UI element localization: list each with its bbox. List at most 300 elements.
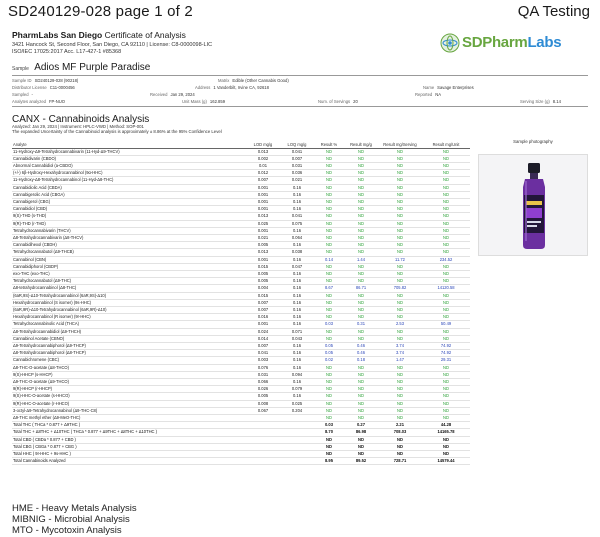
cell-analyte: Cannabidiphorol (CBDP) bbox=[12, 263, 246, 270]
cell-serving: ND bbox=[378, 436, 422, 443]
cell-lod: 0.002 bbox=[246, 155, 280, 162]
cell-mgg: ND bbox=[344, 306, 378, 313]
cell-mgg: ND bbox=[344, 242, 378, 249]
table-row bbox=[12, 220, 470, 227]
cell-mgg: ND bbox=[344, 162, 378, 169]
cell-loq: 0.16 bbox=[280, 285, 314, 292]
cell-serving: ND bbox=[378, 371, 422, 378]
cell-analyte: 9(R)-HHC-O-acetate (r-HHCO) bbox=[12, 400, 246, 407]
lab-address-line2: ISO/IEC 17025:2017 Acc. L17-427-1 #85368 bbox=[12, 49, 122, 55]
table-row bbox=[12, 242, 470, 249]
panel-mycotoxin: MTO - Mycotoxin Analysis bbox=[12, 525, 122, 536]
product-bottle-image bbox=[479, 155, 589, 257]
cell-analyte: exo-THC (exo-THC) bbox=[12, 270, 246, 277]
cell-pct: 8.95 bbox=[314, 458, 344, 465]
table-header-row bbox=[12, 137, 470, 148]
cell-lod bbox=[246, 415, 280, 422]
cell-lod: 0.031 bbox=[246, 371, 280, 378]
cell-pct: ND bbox=[314, 371, 344, 378]
meta-key: Reported bbox=[415, 92, 433, 97]
photo-label: Sample photography bbox=[513, 139, 553, 144]
cell-analyte: Δ9-Tetrahydrocannabiphorol (Δ9-THCP) bbox=[12, 342, 246, 349]
cell-pct: 0.03 bbox=[314, 321, 344, 328]
cell-mgg: 0.31 bbox=[344, 321, 378, 328]
meta-value: 8.14 bbox=[552, 99, 561, 104]
cell-pct: ND bbox=[314, 292, 344, 299]
cell-analyte: Tetrahydrocannabivarin (THCV) bbox=[12, 227, 246, 234]
cell-unit: ND bbox=[422, 415, 470, 422]
cell-pct: ND bbox=[314, 242, 344, 249]
section-subtitle bbox=[12, 124, 222, 134]
table-row bbox=[12, 256, 470, 263]
table-row bbox=[12, 206, 470, 213]
cell-serving: ND bbox=[378, 234, 422, 241]
cell-unit: ND bbox=[422, 393, 470, 400]
cell-lod: 0.003 bbox=[246, 357, 280, 364]
cell-lod: 0.001 bbox=[246, 321, 280, 328]
cell-mgg: ND bbox=[344, 263, 378, 270]
table-row bbox=[12, 278, 470, 285]
table-row bbox=[12, 342, 470, 349]
cell-unit: ND bbox=[422, 184, 470, 191]
table-row bbox=[12, 148, 470, 155]
cannabinoid-results-table bbox=[12, 137, 470, 465]
cell-mgg: ND bbox=[344, 379, 378, 386]
total-row bbox=[12, 451, 470, 458]
cell-pct: 0.02 bbox=[314, 357, 344, 364]
cell-loq: 0.038 bbox=[280, 249, 314, 256]
doc-type: Certificate of Analysis bbox=[104, 30, 186, 40]
cell-lod: 0.008 bbox=[246, 400, 280, 407]
meta-value: Edible (Other Cannabis Good) bbox=[232, 78, 289, 83]
meta-received bbox=[150, 92, 195, 97]
cell-lod: 0.067 bbox=[246, 407, 280, 414]
cell-pct: ND bbox=[314, 148, 344, 155]
logo-text-labs: Labs bbox=[527, 34, 562, 51]
meta-value: C11-0000456 bbox=[49, 85, 75, 90]
cell-unit: ND bbox=[422, 191, 470, 198]
cell-lod: 0.026 bbox=[246, 386, 280, 393]
cell-pct: ND bbox=[314, 386, 344, 393]
meta-key: Num. of Servings bbox=[318, 99, 351, 104]
cell-lod: 0.025 bbox=[246, 220, 280, 227]
cell-analyte: Tetrahydrocannabutol (Δ9-THCB) bbox=[12, 249, 246, 256]
cell-unit: ND bbox=[422, 227, 470, 234]
cell-loq: 0.021 bbox=[280, 177, 314, 184]
cell-unit: ND bbox=[422, 306, 470, 313]
cell-loq: 0.16 bbox=[280, 306, 314, 313]
table-row bbox=[12, 234, 470, 241]
cell-unit: ND bbox=[422, 328, 470, 335]
cell-loq bbox=[280, 415, 314, 422]
cell-loq: 0.16 bbox=[280, 321, 314, 328]
cell-analyte: Total Cannabinoids Analyzed bbox=[12, 458, 246, 465]
cell-serving: 3.74 bbox=[378, 342, 422, 349]
cell-lod: 0.016 bbox=[246, 314, 280, 321]
meta-key: Name bbox=[423, 85, 435, 90]
meta-value: 162.859 bbox=[209, 99, 226, 104]
cell-pct: ND bbox=[314, 314, 344, 321]
meta-key: Matrix bbox=[218, 78, 230, 83]
sample-name-line bbox=[12, 62, 150, 73]
table-row bbox=[12, 386, 470, 393]
cell-analyte: Total HHC ( 9r-HHC + 9s-HHC ) bbox=[12, 451, 246, 458]
cell-loq: 0.16 bbox=[280, 184, 314, 191]
cell-loq: 0.075 bbox=[280, 220, 314, 227]
cell-mgg: ND bbox=[344, 335, 378, 342]
cell-pct: ND bbox=[314, 299, 344, 306]
cell-pct: ND bbox=[314, 436, 344, 443]
table-row bbox=[12, 285, 470, 292]
cell-pct: 8.70 bbox=[314, 429, 344, 436]
cell-pct: ND bbox=[314, 234, 344, 241]
meta-matrix bbox=[218, 78, 289, 83]
cell-unit: ND bbox=[422, 162, 470, 169]
lab-heading bbox=[12, 30, 186, 40]
section-title: CANX - Cannabinoids Analysis bbox=[12, 114, 150, 125]
cell-serving: ND bbox=[378, 400, 422, 407]
cell-lod: 0.007 bbox=[246, 342, 280, 349]
lab-name: PharmLabs San Diego bbox=[12, 30, 103, 40]
cell-serving: ND bbox=[378, 198, 422, 205]
cell-pct: ND bbox=[314, 278, 344, 285]
cell-serving: 2.21 bbox=[378, 422, 422, 429]
cell-lod: 0.012 bbox=[246, 170, 280, 177]
cell-unit: ND bbox=[422, 299, 470, 306]
atom-logo-icon bbox=[440, 33, 460, 53]
cell-loq bbox=[280, 422, 314, 429]
cell-analyte: Δ8-Tetrahydrocannabidiol (Δ9-THCH) bbox=[12, 328, 246, 335]
cell-pct: ND bbox=[314, 213, 344, 220]
table-body bbox=[12, 148, 470, 465]
meta-value: FP-NUO bbox=[49, 99, 66, 104]
cell-unit: ND bbox=[422, 198, 470, 205]
cell-serving: ND bbox=[378, 364, 422, 371]
cell-lod: 0.01 bbox=[246, 162, 280, 169]
cell-lod bbox=[246, 422, 280, 429]
table-row bbox=[12, 335, 470, 342]
logo-text-sd: SDPharm bbox=[462, 34, 528, 51]
cell-pct: 0.03 bbox=[314, 422, 344, 429]
cell-loq bbox=[280, 429, 314, 436]
cell-pct: ND bbox=[314, 155, 344, 162]
cell-serving: ND bbox=[378, 170, 422, 177]
cell-unit: ND bbox=[422, 249, 470, 256]
cell-mgg: ND bbox=[344, 278, 378, 285]
cell-analyte: Total THC ( THCa * 0.877 + Δ9THC ) bbox=[12, 422, 246, 429]
cell-lod: 0.041 bbox=[246, 350, 280, 357]
col-header-result-unit: Result mg/Unit bbox=[422, 137, 470, 148]
cell-serving: ND bbox=[378, 299, 422, 306]
cell-mgg: 1.44 bbox=[344, 256, 378, 263]
cell-mgg: 89.52 bbox=[344, 458, 378, 465]
cell-unit: ND bbox=[422, 407, 470, 414]
cell-lod: 0.013 bbox=[246, 213, 280, 220]
meta-key: Analytes analyzed bbox=[12, 99, 46, 104]
cell-lod: 0.004 bbox=[246, 285, 280, 292]
cell-pct: ND bbox=[314, 170, 344, 177]
cell-loq: 0.16 bbox=[280, 314, 314, 321]
col-header-result-mgg: Result mg/g bbox=[344, 137, 378, 148]
cell-mgg: ND bbox=[344, 213, 378, 220]
meta-servings bbox=[318, 99, 358, 104]
cell-lod: 0.066 bbox=[246, 379, 280, 386]
cell-pct: ND bbox=[314, 184, 344, 191]
cell-serving: ND bbox=[378, 206, 422, 213]
cell-loq: 0.16 bbox=[280, 198, 314, 205]
cell-lod: 0.001 bbox=[246, 184, 280, 191]
cell-analyte: 9(S)-THD (s-THD) bbox=[12, 213, 246, 220]
cell-analyte: 11-Hydroxy-Δ9-Tetrahydrocannabivarin (11-Hyd-Δ9-THCV) bbox=[12, 148, 246, 155]
cell-pct: ND bbox=[314, 227, 344, 234]
meta-key: Sampled bbox=[12, 92, 29, 97]
cell-analyte: Tetrahydrocannabutol (Δ9-THC) bbox=[12, 278, 246, 285]
cell-analyte: (6aR,9R)-Δ10-Tetrahydrocannabinol (6aR,9R)-Δ10) bbox=[12, 306, 246, 313]
cell-serving: ND bbox=[378, 155, 422, 162]
cell-mgg: ND bbox=[344, 436, 378, 443]
cell-loq: 0.16 bbox=[280, 227, 314, 234]
cell-lod: 0.001 bbox=[246, 198, 280, 205]
cell-loq: 0.031 bbox=[280, 162, 314, 169]
meta-sample-id bbox=[12, 78, 78, 83]
cell-unit: ND bbox=[422, 206, 470, 213]
cell-mgg: ND bbox=[344, 400, 378, 407]
cell-loq: 0.064 bbox=[280, 234, 314, 241]
table-row bbox=[12, 328, 470, 335]
cell-loq: 0.16 bbox=[280, 270, 314, 277]
meta-key: Unit Mass (g) bbox=[182, 99, 207, 104]
cell-serving: ND bbox=[378, 220, 422, 227]
cell-serving: ND bbox=[378, 162, 422, 169]
cell-analyte: Total THC + Δ8THC + Δ10THC ( THCa * 0.877 + Δ9THC + Δ8THC + Δ10THC ) bbox=[12, 429, 246, 436]
cell-lod: 0.007 bbox=[246, 299, 280, 306]
cell-serving: ND bbox=[378, 213, 422, 220]
cell-loq: 0.043 bbox=[280, 335, 314, 342]
cell-pct: ND bbox=[314, 206, 344, 213]
cell-mgg: 0.18 bbox=[344, 357, 378, 364]
cell-mgg: 86.71 bbox=[344, 285, 378, 292]
cell-loq: 0.041 bbox=[280, 148, 314, 155]
cell-mgg: ND bbox=[344, 314, 378, 321]
cell-unit: 14579.44 bbox=[422, 458, 470, 465]
cell-serving: 1.47 bbox=[378, 357, 422, 364]
report-header bbox=[0, 0, 600, 28]
cell-loq: 0.094 bbox=[280, 371, 314, 378]
meta-value: Jan 29, 2024 bbox=[170, 92, 195, 97]
logo-wordmark bbox=[462, 34, 561, 51]
cell-unit: ND bbox=[422, 220, 470, 227]
cell-loq: 0.16 bbox=[280, 342, 314, 349]
cell-loq: 0.204 bbox=[280, 407, 314, 414]
cell-analyte: Cannabichromene (CBC) bbox=[12, 357, 246, 364]
cell-unit: ND bbox=[422, 270, 470, 277]
cell-analyte: Hexahydrocannabinol (R isomer) (9r-HHC) bbox=[12, 314, 246, 321]
panel-heavy-metals: HME - Heavy Metals Analysis bbox=[12, 503, 137, 514]
table-row bbox=[12, 249, 470, 256]
cell-unit: ND bbox=[422, 234, 470, 241]
cell-serving: 708.03 bbox=[378, 429, 422, 436]
cell-unit: ND bbox=[422, 400, 470, 407]
cell-analyte: Cannabigerolic Acid (CBGA) bbox=[12, 191, 246, 198]
cell-serving: ND bbox=[378, 314, 422, 321]
cell-mgg: 0.46 bbox=[344, 342, 378, 349]
meta-reported bbox=[415, 92, 441, 97]
cell-serving: ND bbox=[378, 306, 422, 313]
table-row bbox=[12, 357, 470, 364]
cell-serving: ND bbox=[378, 177, 422, 184]
cell-loq bbox=[280, 443, 314, 450]
col-header-result-pct: Result % bbox=[314, 137, 344, 148]
cell-loq: 0.16 bbox=[280, 191, 314, 198]
cell-lod bbox=[246, 458, 280, 465]
cell-lod bbox=[246, 429, 280, 436]
cell-serving: 728.71 bbox=[378, 458, 422, 465]
section-method-line: Analyzed: Jan 29, 2024 | Instrument: HPLC-VWD | Method: SOP-001 bbox=[12, 124, 144, 129]
cell-lod: 0.005 bbox=[246, 270, 280, 277]
cell-pct: ND bbox=[314, 177, 344, 184]
cell-analyte: 11-Hydroxy-Δ8-Tetrahydrocannabinol (11-Hyd-Δ8-THC) bbox=[12, 177, 246, 184]
cell-serving: ND bbox=[378, 242, 422, 249]
cell-analyte: 9(R)-THD (r-THD) bbox=[12, 220, 246, 227]
cell-lod: 0.076 bbox=[246, 364, 280, 371]
cell-mgg: ND bbox=[344, 198, 378, 205]
total-row bbox=[12, 429, 470, 436]
cell-serving: ND bbox=[378, 415, 422, 422]
col-header-result-serving: Result mg/Serving bbox=[378, 137, 422, 148]
cell-lod: 0.021 bbox=[246, 234, 280, 241]
cell-lod: 0.001 bbox=[246, 256, 280, 263]
table-row bbox=[12, 162, 470, 169]
cell-unit: ND bbox=[422, 364, 470, 371]
cell-unit: ND bbox=[422, 371, 470, 378]
cell-loq: 0.025 bbox=[280, 400, 314, 407]
cell-analyte: Cannabinol (CBN) bbox=[12, 256, 246, 263]
cell-loq: 0.16 bbox=[280, 292, 314, 299]
cell-serving: 705.82 bbox=[378, 285, 422, 292]
cell-serving: ND bbox=[378, 184, 422, 191]
col-header-lod: LOD mg/g bbox=[246, 137, 280, 148]
cell-mgg: ND bbox=[344, 364, 378, 371]
cell-analyte: 9(S)-HHC-O-acetate (s-HHCO) bbox=[12, 393, 246, 400]
meta-address bbox=[195, 85, 269, 90]
cell-unit: ND bbox=[422, 155, 470, 162]
cell-mgg: 86.98 bbox=[344, 429, 378, 436]
cell-pct: ND bbox=[314, 400, 344, 407]
cell-loq: 0.007 bbox=[280, 155, 314, 162]
cell-mgg: ND bbox=[344, 393, 378, 400]
cell-pct: 0.14 bbox=[314, 256, 344, 263]
cell-loq bbox=[280, 451, 314, 458]
meta-key: Sample ID bbox=[12, 78, 32, 83]
table-row bbox=[12, 270, 470, 277]
cell-analyte: Total CBG ( CBGa * 0.877 + CBG ) bbox=[12, 443, 246, 450]
cell-lod: 0.015 bbox=[246, 292, 280, 299]
cell-pct: ND bbox=[314, 407, 344, 414]
cell-loq: 0.16 bbox=[280, 350, 314, 357]
cell-loq: 0.16 bbox=[280, 299, 314, 306]
report-id: SD240129-028 page 1 of 2 bbox=[8, 3, 193, 20]
table-row bbox=[12, 400, 470, 407]
meta-value: NA bbox=[435, 92, 442, 97]
meta-value: - bbox=[31, 92, 33, 97]
cell-mgg: 0.46 bbox=[344, 350, 378, 357]
cell-serving: ND bbox=[378, 270, 422, 277]
cell-unit: ND bbox=[422, 278, 470, 285]
cell-analyte: Δ8-THC-O-acetate (Δ8-THCO) bbox=[12, 364, 246, 371]
cell-analyte: Tetrahydrocannabinolic Acid (THCA) bbox=[12, 321, 246, 328]
cell-loq: 0.16 bbox=[280, 278, 314, 285]
cell-analyte: Hexahydrocannabinol (S isomer) (9s-HHC) bbox=[12, 299, 246, 306]
cell-lod: 0.013 bbox=[246, 148, 280, 155]
cell-serving: ND bbox=[378, 292, 422, 299]
meta-key: Received bbox=[150, 92, 168, 97]
cell-loq: 0.047 bbox=[280, 263, 314, 270]
cell-unit: ND bbox=[422, 177, 470, 184]
cell-mgg: ND bbox=[344, 184, 378, 191]
table-row bbox=[12, 292, 470, 299]
cell-pct: ND bbox=[314, 393, 344, 400]
table-row bbox=[12, 213, 470, 220]
cell-lod: 0.007 bbox=[246, 177, 280, 184]
cell-analyte: Cannabidiol (CBD) bbox=[12, 206, 246, 213]
sdpharmlabs-logo bbox=[440, 32, 588, 54]
cell-analyte: (6aR,9S)-Δ10-Tetrahydrocannabinol (6aR,9S)-Δ10) bbox=[12, 292, 246, 299]
table-row bbox=[12, 263, 470, 270]
cell-unit: 74.92 bbox=[422, 350, 470, 357]
meta-sampled bbox=[12, 92, 33, 97]
meta-value: 1 Vanderbilt, Irvine CA, 92618 bbox=[213, 85, 269, 90]
cell-unit: ND bbox=[422, 451, 470, 458]
cell-loq: 0.16 bbox=[280, 364, 314, 371]
cell-mgg: ND bbox=[344, 407, 378, 414]
cell-analyte: Δ9-THC-O-acetate (Δ9-THCO) bbox=[12, 379, 246, 386]
cell-analyte: Cannabidiolic Acid (CBDA) bbox=[12, 184, 246, 191]
cell-analyte: Δ8-Tetrahydrocannabivarin (Δ8-THCV) bbox=[12, 234, 246, 241]
cell-analyte: Total CBD ( CBDa * 0.877 + CBD ) bbox=[12, 436, 246, 443]
cell-serving: ND bbox=[378, 393, 422, 400]
cell-mgg: ND bbox=[344, 371, 378, 378]
cell-mgg: ND bbox=[344, 415, 378, 422]
cell-mgg: ND bbox=[344, 451, 378, 458]
cell-serving: ND bbox=[378, 249, 422, 256]
cell-pct: ND bbox=[314, 191, 344, 198]
cell-unit: ND bbox=[422, 314, 470, 321]
cell-serving: 2.53 bbox=[378, 321, 422, 328]
cell-loq: 0.071 bbox=[280, 328, 314, 335]
cell-loq bbox=[280, 436, 314, 443]
cell-loq: 0.16 bbox=[280, 256, 314, 263]
cell-lod: 0.001 bbox=[246, 191, 280, 198]
cell-unit: ND bbox=[422, 148, 470, 155]
table-row bbox=[12, 379, 470, 386]
meta-serving-size bbox=[520, 99, 561, 104]
cell-pct: ND bbox=[314, 263, 344, 270]
lab-address-line1: 3421 Hancock St, Second Floor, San Diego, CA 92110 | License: C8-0000098-LIC bbox=[12, 42, 213, 48]
cell-serving: ND bbox=[378, 451, 422, 458]
cell-loq: 0.079 bbox=[280, 386, 314, 393]
cell-analyte: Cannabigerol (CBG) bbox=[12, 198, 246, 205]
cell-mgg: ND bbox=[344, 206, 378, 213]
cell-serving: ND bbox=[378, 278, 422, 285]
cell-unit: 44.28 bbox=[422, 422, 470, 429]
cell-mgg: ND bbox=[344, 249, 378, 256]
table-row bbox=[12, 350, 470, 357]
cell-pct: ND bbox=[314, 443, 344, 450]
table-row bbox=[12, 198, 470, 205]
cell-loq: 0.16 bbox=[280, 379, 314, 386]
cell-lod: 0.015 bbox=[246, 263, 280, 270]
table-row bbox=[12, 371, 470, 378]
